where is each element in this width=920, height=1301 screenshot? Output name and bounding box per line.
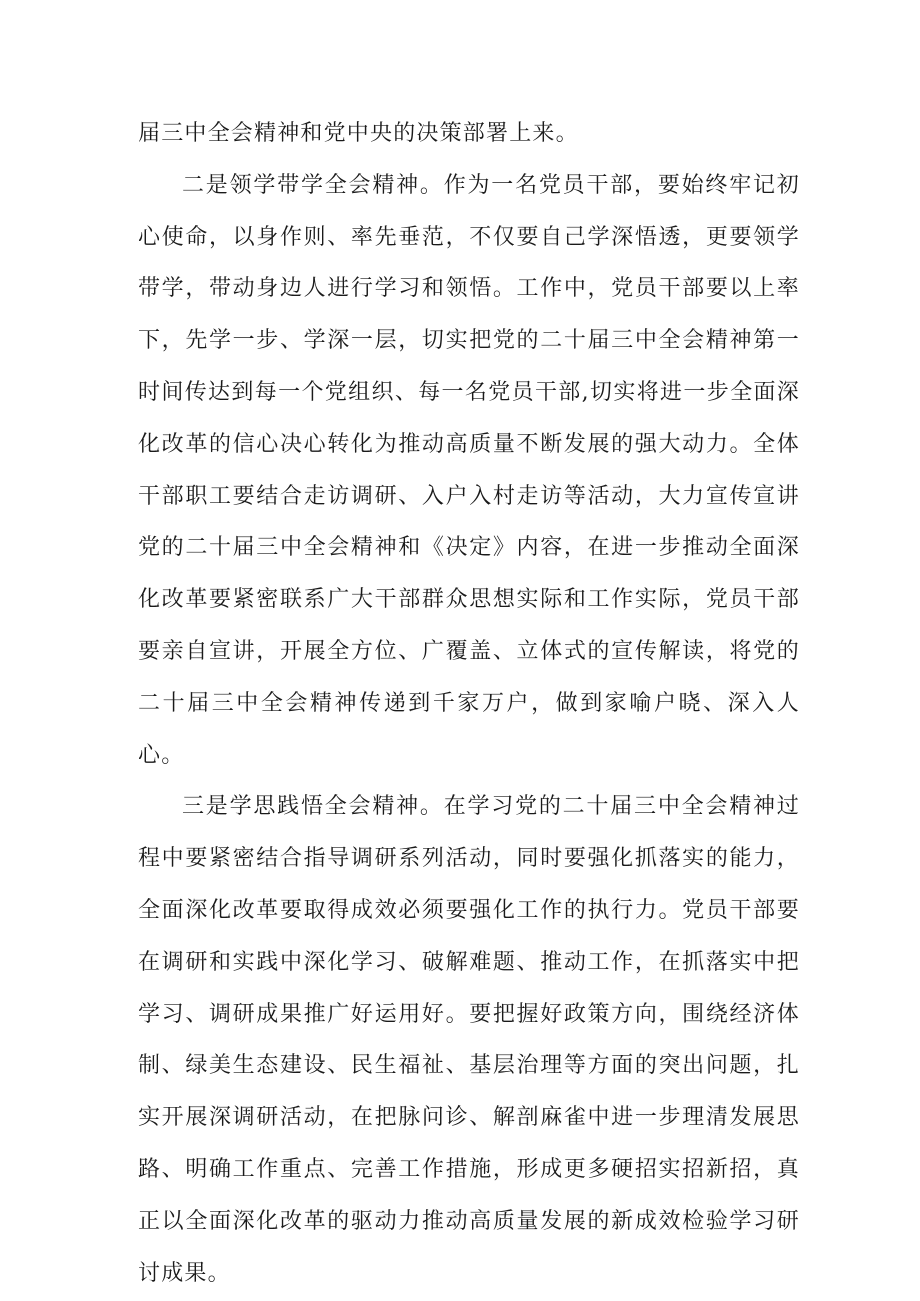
paragraph-continuation: 届三中全会精神和党中央的决策部署上来。	[138, 121, 579, 146]
paragraph-second-point: 二是领学带学全会精神。作为一名党员干部，要始终牢记初心使命，以身作则、率先垂范，不仅要自己学深悟透，更要领学带学，带动身边人进行学习和领悟。工作中，党员干部要以上率下，先学一步、学深一层，切实把党的二十届三中全会精神第一时间传达到每一个党组织、每一名党员干部,切实将进一步全面深化改革的信心决心转化为推动高质量不断发展的强大动力。全体干部职工要结合走访调研、入户入村走访等活动，大力宣传宣讲党的二十届三中全会精神和《决定》内容，在进一步推动全面深化改革要紧密联系广大干部群众思想实际和工作实际，党员干部要亲自宣讲，开展全方位、广覆盖、立体式的宣传解读，将党的二十届三中全会精神传递到千家万户，做到家喻户晓、深入人心。	[138, 172, 800, 768]
document-body	[138, 108, 800, 1299]
paragraph-third-point: 三是学思践悟全会精神。在学习党的二十届三中全会精神过程中要紧密结合指导调研系列活动，同时要强化抓落实的能力，全面深化改革要取得成效必须要强化工作的执行力。党员干部要在调研和实践中深化学习、破解难题、推动工作，在抓落实中把学习、调研成果推广好运用好。要把握好政策方向，围绕经济体制、绿美生态建设、民生福祉、基层治理等方面的突出问题，扎实开展深调研活动，在把脉问诊、解剖麻雀中进一步理清发展思路、明确工作重点、完善工作措施，形成更多硬招实招新招，真正以全面深化改革的驱动力推动高质量发展的新成效检验学习研讨成果。	[138, 794, 800, 1286]
